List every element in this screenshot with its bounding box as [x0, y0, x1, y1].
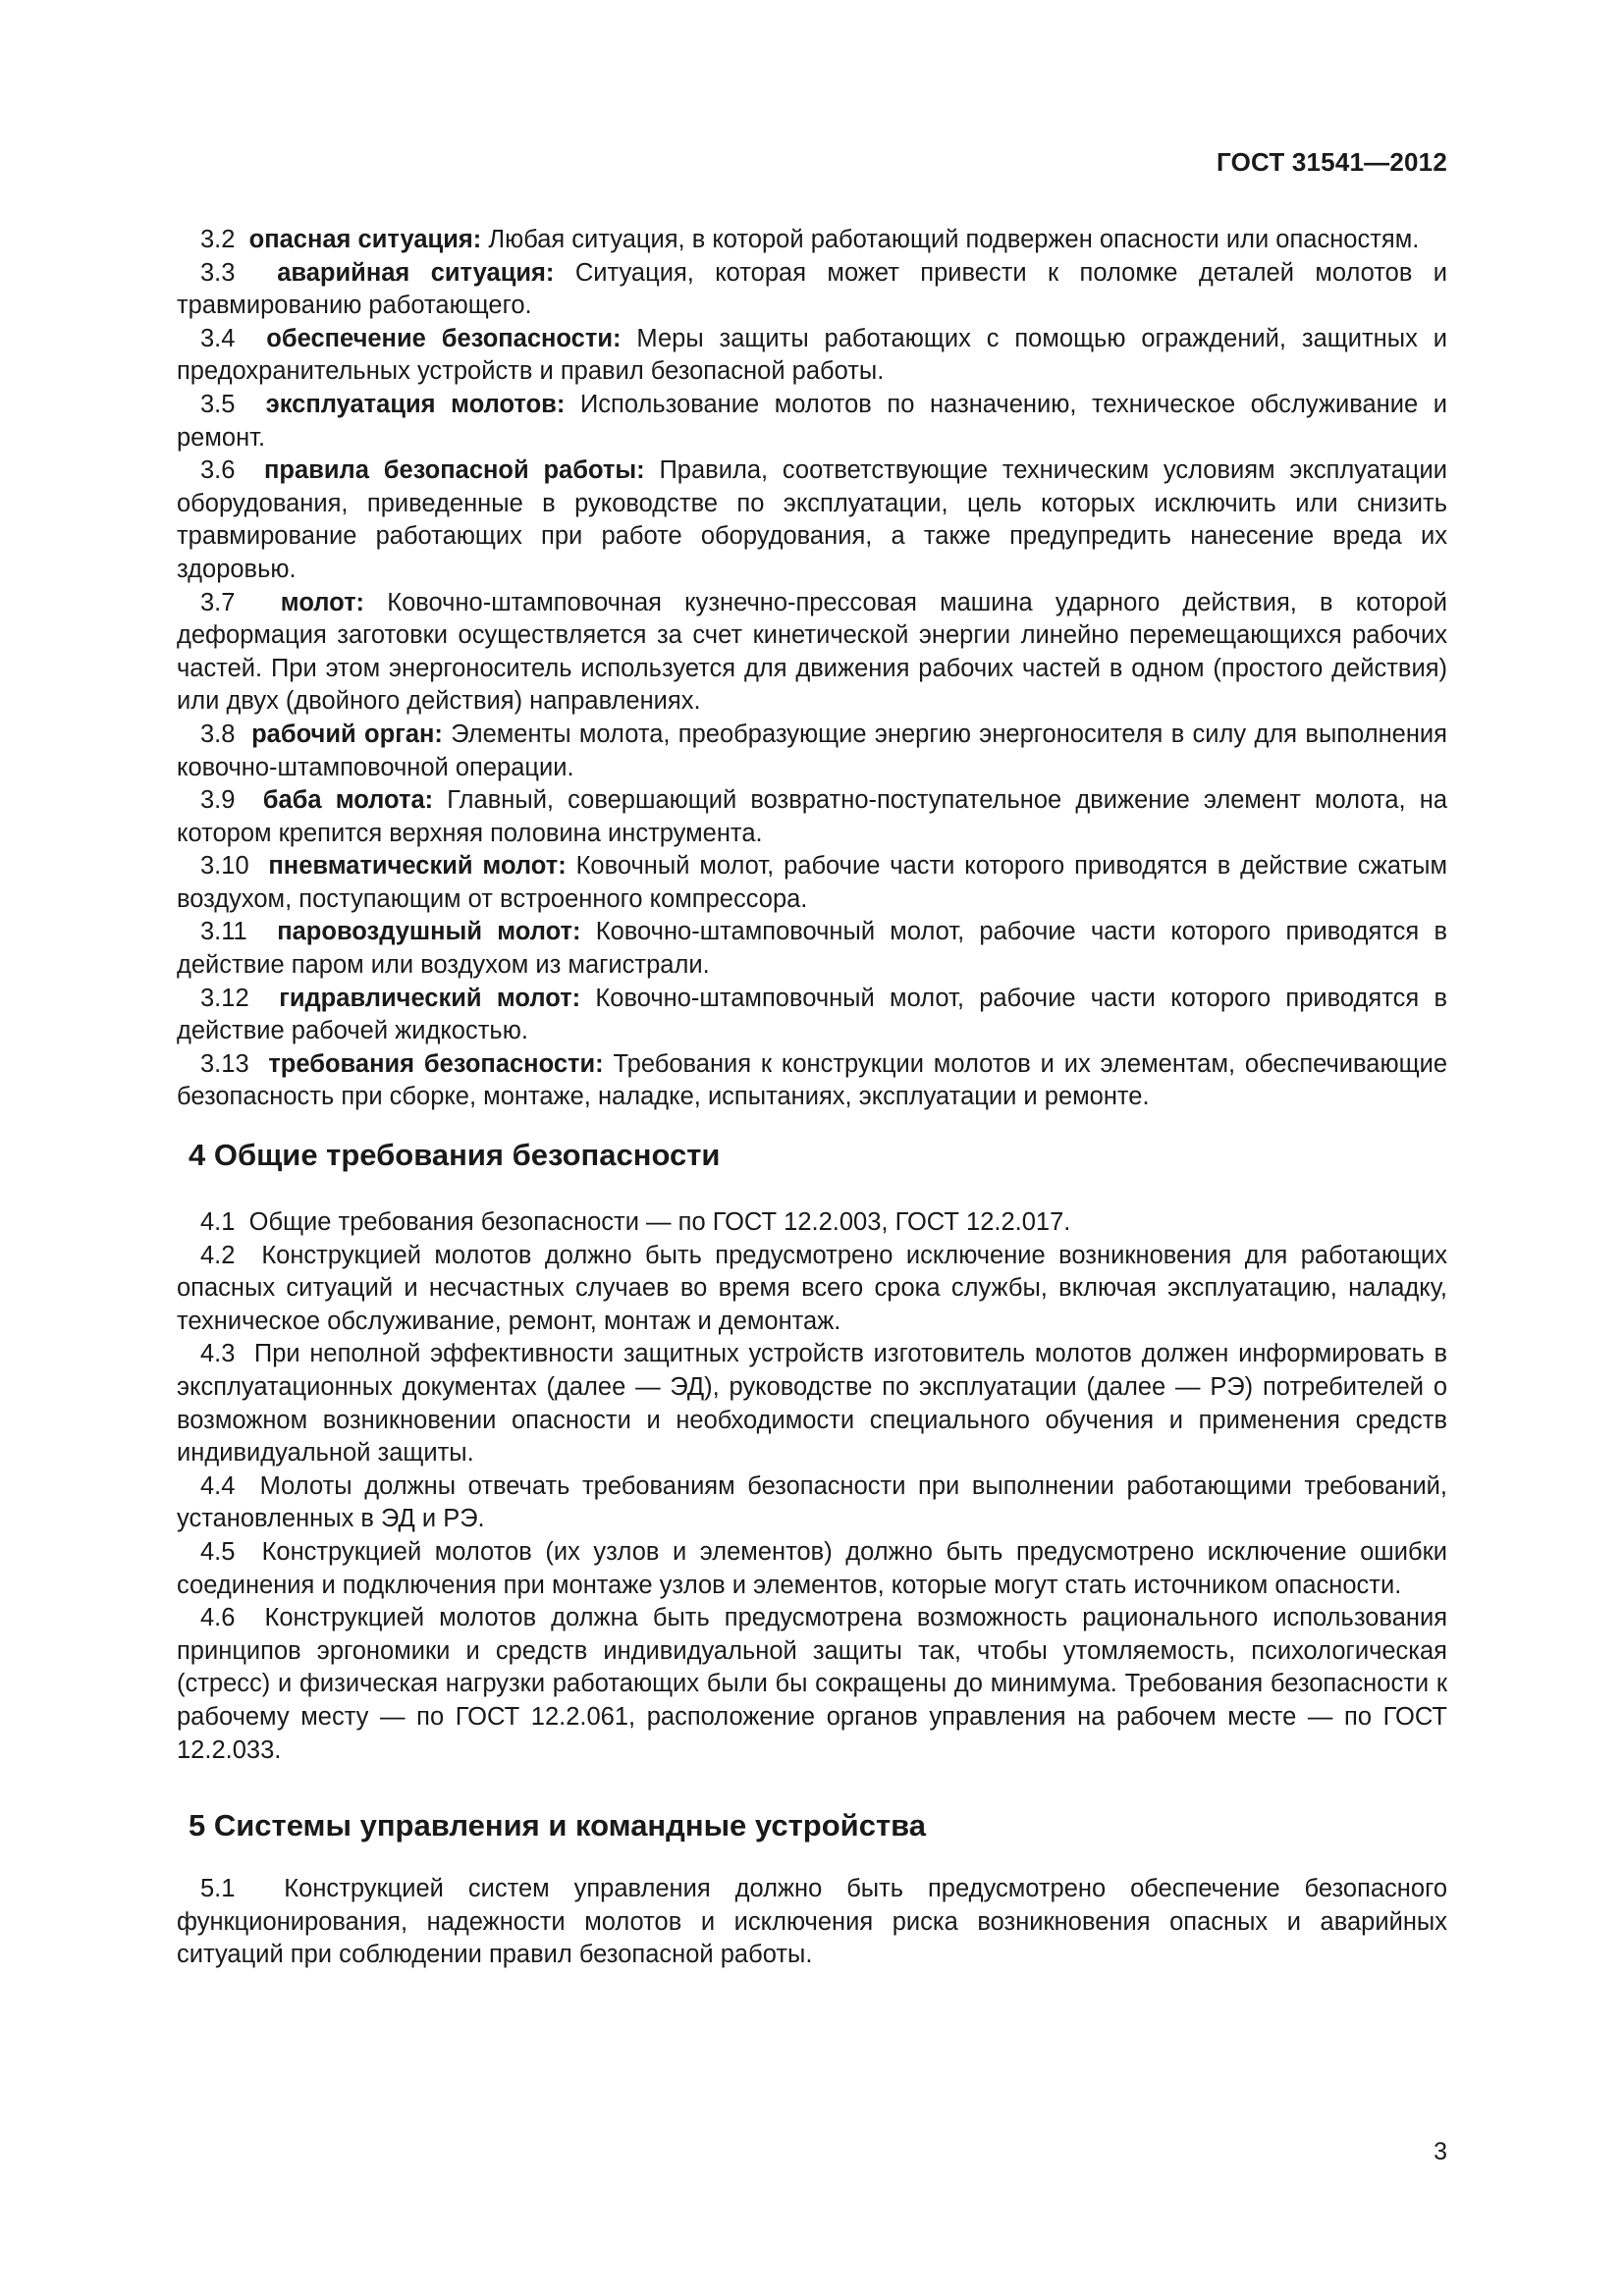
clause-number: 3.4 [200, 324, 236, 352]
definition-text: Использование молотов по назначению, техническое обслуживание и ремонт. [177, 390, 1448, 452]
definition-text: Главный, совершающий возвратно-поступательное движение элемент молота, на котором крепится верхняя половина инструмента. [177, 786, 1448, 847]
definition-3-12 [177, 983, 1447, 1048]
clause-text: При неполной эффективности защитных устройств изготовитель молотов должен информировать в эксплуатационных документах (далее — ЭД), руководстве по эксплуатации (далее — РЭ) потребителей о возможном возникновении опасности и необходимости специального обучения и применения средств индивидуальной защиты. [177, 1340, 1448, 1468]
term: эксплуатация молотов: [265, 390, 566, 418]
clause-number: 3.10 [200, 852, 249, 881]
term: опасная ситуация: [248, 226, 482, 253]
definition-3-7 [177, 587, 1447, 719]
definition-3-9 [177, 784, 1447, 850]
section-4-requirements [177, 1206, 1447, 1767]
definition-3-8 [177, 719, 1447, 784]
term: пневматический молот: [268, 852, 567, 881]
clause-number: 3.2 [200, 226, 236, 253]
document-designation: ГОСТ 31541—2012 [1217, 147, 1447, 177]
term: молот: [280, 588, 365, 616]
term: гидравлический молот: [279, 984, 581, 1012]
clause-4-6 [177, 1602, 1447, 1767]
definition-3-5 [177, 389, 1447, 454]
definition-3-10 [177, 850, 1447, 916]
definition-3-13 [177, 1048, 1447, 1114]
clause-number: 3.9 [200, 786, 236, 815]
clause-number: 4.4 [200, 1471, 236, 1500]
clause-number: 3.12 [200, 984, 249, 1012]
clause-number: 5.1 [200, 1875, 236, 1903]
clause-text: Конструкцией молотов должна быть предусмотрена возможность рационального использования принципов эргономики и средств индивидуальной защиты так, чтобы утомляемость, психологическая (стресс) и физическая нагрузки работающих были бы сокращены до минимума. Требования безопасности к рабочему месту — по ГОСТ 12.2.061, расположение органов управления на рабочем месте — по ГОСТ 12.2.033. [177, 1604, 1448, 1764]
clause-text: Конструкцией молотов (их узлов и элементов) должно быть предусмотрено исключение ошибки соединения и подключения при монтаже узлов и элементов, которые могут стать источником опасности. [177, 1537, 1447, 1599]
definition-3-2 [177, 224, 1447, 257]
clause-number: 3.3 [200, 258, 236, 287]
definition-3-11 [177, 916, 1447, 982]
clause-number: 3.5 [200, 390, 236, 418]
definition-text: Требования к конструкции молотов и их элементам, обеспечивающие безопасность при сборке, монтаже, наладке, испытаниях, эксплуатации и ремонте. [177, 1049, 1447, 1111]
clause-number: 3.13 [200, 1049, 249, 1078]
term: баба молота: [262, 786, 434, 815]
definition-text: Правила, соответствующие техническим условиям эксплуатации оборудования, приведенные в руководстве по эксплуатации, цель которых исключить или снизить травмирование работающих при работе оборудования, а также предупредить нанесение вреда их здоровью. [177, 456, 1448, 583]
definition-text: Ковочный молот, рабочие части которого приводятся в действие сжатым воздухом, поступающим от встроенного компрессора. [177, 852, 1447, 913]
section-5-control-systems [177, 1873, 1447, 1972]
definition-text: Ковочно-штамповочный молот, рабочие части которого приводятся в действие паром или воздухом из магистрали. [177, 918, 1448, 980]
section-4-heading: 4 Общие требования безопасности [189, 1138, 721, 1173]
term: аварийная ситуация: [277, 258, 555, 287]
definition-3-4 [177, 323, 1447, 389]
clause-text: Конструкцией систем управления должно быть предусмотрено обеспечение безопасного функционирования, надежности молотов и исключения риска возникновения опасных и аварийных ситуаций при соблюдении правил безопасной работы. [177, 1875, 1447, 1969]
definition-text: Меры защиты работающих с помощью ограждений, защитных и предохранительных устройств и правил безопасной работы. [177, 324, 1447, 386]
clause-text: Конструкцией молотов должно быть предусмотрено исключение возникновения для работающих опасных ситуаций и несчастных случаев во время всего срока службы, включая эксплуатацию, наладку, техническое обслуживание, ремонт, монтаж и демонтаж. [177, 1241, 1448, 1335]
clause-number: 4.3 [200, 1340, 236, 1368]
clause-number: 4.1 [200, 1208, 236, 1237]
term: обеспечение безопасности: [266, 324, 622, 352]
term: правила безопасной работы: [264, 456, 645, 485]
clause-number: 4.5 [200, 1537, 236, 1566]
clause-number: 3.8 [200, 720, 236, 748]
section-3-definitions [177, 224, 1447, 1114]
definition-text: Ковочно-штамповочная кузнечно-прессовая машина ударного действия, в которой деформация заготовки осуществляется за счет кинетической энергии линейно перемещающихся рабочих частей. При этом энергоноситель используется для движения рабочих частей в одном (простого действия) или двух (двойного действия) направлениях. [177, 588, 1447, 716]
clause-4-1 [177, 1206, 1447, 1240]
clause-number: 3.11 [200, 918, 247, 946]
definition-3-6 [177, 454, 1447, 586]
definition-text: Любая ситуация, в которой работающий подвержен опасности или опасностям. [488, 226, 1420, 253]
clause-number: 4.6 [200, 1604, 236, 1632]
term: паровоздушный молот: [277, 918, 581, 946]
term: рабочий орган: [251, 720, 443, 748]
document-body [177, 224, 1447, 1972]
clause-5-1 [177, 1873, 1447, 1972]
definition-text: Ковочно-штамповочный молот, рабочие части которого приводятся в действие рабочей жидкостью. [177, 984, 1447, 1045]
definition-3-3 [177, 257, 1447, 323]
clause-4-2 [177, 1240, 1447, 1339]
clause-number: 3.6 [200, 456, 236, 485]
term: требования безопасности: [268, 1049, 604, 1078]
clause-4-4 [177, 1470, 1447, 1536]
clause-4-5 [177, 1536, 1447, 1602]
clause-text: Общие требования безопасности — по ГОСТ 12.2.003, ГОСТ 12.2.017. [248, 1208, 1071, 1237]
section-5-heading: 5 Системы управления и командные устройства [189, 1808, 927, 1843]
clause-number: 3.7 [200, 588, 236, 616]
clause-number: 4.2 [200, 1241, 236, 1269]
clause-4-3 [177, 1338, 1447, 1469]
page-number: 3 [1434, 2138, 1447, 2165]
definition-text: Элементы молота, преобразующие энергию энергоносителя в силу для выполнения ковочно-штамповочной операции. [177, 720, 1447, 781]
definition-text: Ситуация, которая может привести к поломке деталей молотов и травмированию работающего. [177, 258, 1448, 320]
clause-text: Молоты должны отвечать требованиям безопасности при выполнении работающими требований, установленных в ЭД и РЭ. [177, 1471, 1448, 1533]
